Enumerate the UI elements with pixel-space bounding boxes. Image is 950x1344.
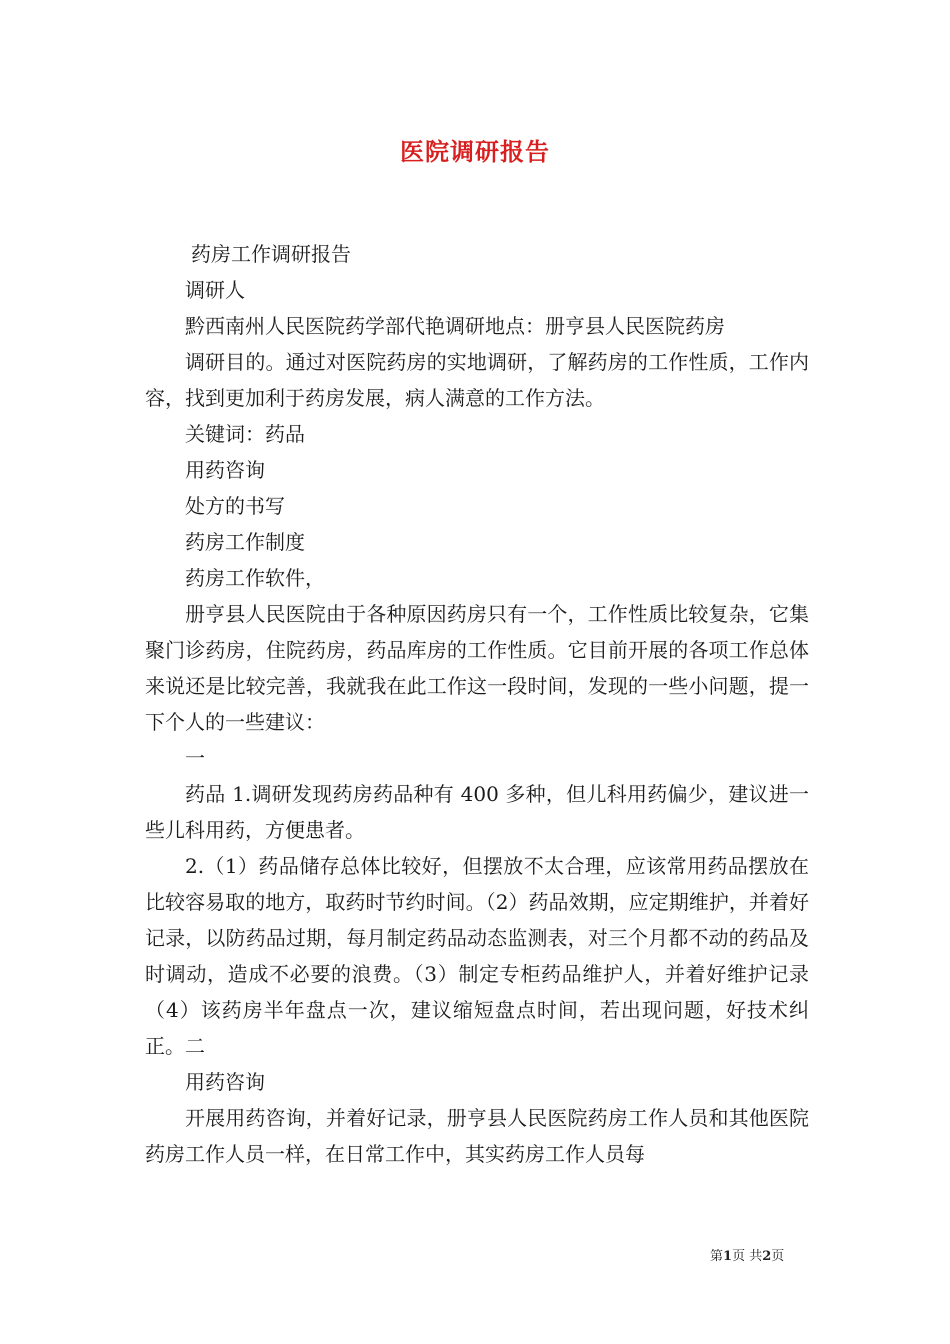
paragraph-researcher: 调研人 [185, 278, 245, 302]
document-title: 医院调研报告 [400, 137, 550, 166]
paragraph-section-one: 一 [185, 746, 205, 770]
paragraph-keyword-software: 药房工作软件， [185, 566, 325, 590]
footer-current-page: 1 [723, 1249, 733, 1264]
paragraph-consultation-heading: 用药咨询 [185, 1070, 265, 1094]
paragraph-keyword-rules: 药房工作制度 [185, 530, 305, 554]
footer-middle: 页 共 [732, 1249, 763, 1264]
paragraph-consultation-body: 开展用药咨询，并着好记录，册亨县人民医院药房工作人员和其他医院药房工作人员一样，在日常工作中，其实药房工作人员每 [145, 1106, 809, 1166]
paragraph-keyword-prescription: 处方的书写 [185, 494, 285, 518]
page-footer [710, 1245, 830, 1264]
paragraph-purpose: 调研目的。通过对医院药房的实地调研，了解药房的工作性质，工作内容，找到更加利于药房发展，病人满意的工作方法。 [145, 350, 809, 410]
document-body [145, 236, 809, 1172]
paragraph-drugs-1: 药品 1.调研发现药房药品种有 400 多种，但儿科用药偏少，建议进一些儿科用药，方便患者。 [145, 782, 809, 842]
paragraph-keywords: 关键词：药品 [185, 422, 305, 446]
paragraph-drugs-2: 2.（1）药品储存总体比较好，但摆放不太合理，应该常用药品摆放在比较容易取的地方，取药时节约时间。（2）药品效期，应定期维护，并着好记录，以防药品过期，每月制定药品动态监测表，对三个月都不动的药品及时调动，造成不必要的浪费。（3）制定专柜药品维护人，并着好维护记录（4）该药房半年盘点一次，建议缩短盘点时间，若出现问题，好技术纠正。二 [145, 854, 809, 1058]
footer-total-pages: 2 [762, 1249, 772, 1264]
paragraph-location: 黔西南州人民医院药学部代艳调研地点：册亨县人民医院药房 [185, 314, 725, 338]
paragraph-keyword-consultation: 用药咨询 [185, 458, 265, 482]
footer-prefix: 第 [710, 1249, 724, 1264]
footer-suffix: 页 [771, 1249, 785, 1264]
paragraph-report-heading: 药房工作调研报告 [191, 242, 351, 266]
paragraph-overview: 册亨县人民医院由于各种原因药房只有一个，工作性质比较复杂，它集聚门诊药房，住院药房，药品库房的工作性质。它目前开展的各项工作总体来说还是比较完善，我就我在此工作这一段时间，发现的一些小问题，提一下个人的一些建议： [145, 602, 809, 734]
